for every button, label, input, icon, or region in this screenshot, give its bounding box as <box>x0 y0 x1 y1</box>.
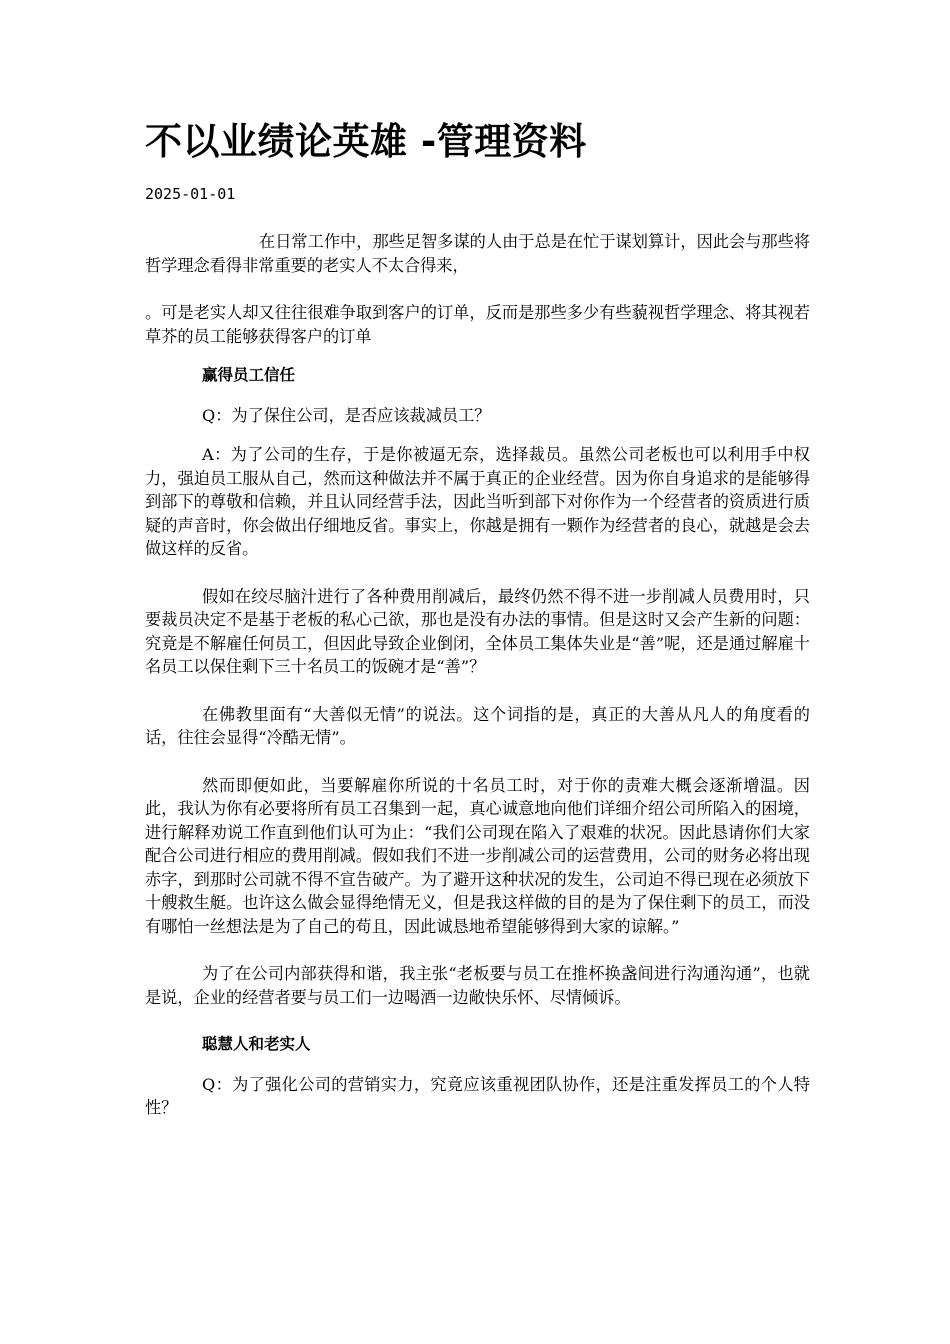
question-sales: Q：为了强化公司的营销实力，究竟应该重视团队协作，还是注重发挥员工的个人特性？ <box>145 1074 810 1117</box>
paragraph-cost-cutting: 假如在绞尽脑汁进行了各种费用削减后，最终仍然不得不进一步削减人员费用时，只要裁员决定不是基于老板的私心己欲，那也是没有办法的事情。但是这时又会产生新的问题：究竟是不解雇任何员工，但因此导致企业倒闭，全体员工集体失业是“善”呢，还是通过解雇十名员工以保住剩下三十名员工的饭碗才是“善”？ <box>145 586 810 676</box>
document-date: 2025-01-01 <box>145 185 236 203</box>
paragraph-buddhism: 在佛教里面有“大善似无情”的说法。这个词指的是，真正的大善从凡人的角度看的话，往往会显得“冷酷无情”。 <box>145 704 810 747</box>
paragraph-intro: 在日常工作中，那些足智多谋的人由于总是在忙于谋划算计，因此会与那些将哲学理念看得非常重要的老实人不太合得来， <box>145 232 810 275</box>
paragraph-explanation: 然而即便如此，当要解雇你所说的十名员工时，对于你的责难大概会逐渐增温。因此，我认为你有必要将所有员工召集到一起，真心诚意地向他们详细介绍公司所陷入的困境，进行解释劝说工作直到他们认可为止：“我们公司现在陷入了艰难的状况。因此恳请你们大家配合公司进行相应的费用削减。假如我们不进一步削减公司的运营费用，公司的财务必将出现赤字，到那时公司就不得不宣告破产。为了避开这种状况的发生，公司迫不得已现在必须放下十艘救生艇。也许这么做会显得绝情无义，但是我这样做的目的是为了保住剩下的员工，而没有哪怕一丝想法是为了自己的苟且，因此诚恳地希望能够得到大家的谅解。” <box>145 775 810 936</box>
section-heading-trust: 赢得员工信任 <box>202 366 296 384</box>
paragraph-intro-continued: 。可是老实人却又往往很难争取到客户的订单，反而是那些多少有些藐视哲学理念、将其视若草芥的员工能够获得客户的订单 <box>145 303 810 346</box>
answer-layoffs: A：为了公司的生存，于是你被逼无奈，选择裁员。虽然公司老板也可以利用手中权力，强迫员工服从自己，然而这种做法并不属于真正的企业经营。因为你自身追求的是能够得到部下的尊敬和信赖，并且认同经营手法，因此当听到部下对你作为一个经营者的资质进行质疑的声音时，你会做出仔细地反省。事实上，你越是拥有一颗作为经营者的良心，就越是会去做这样的反省。 <box>145 445 810 558</box>
question-layoffs: Q：为了保住公司，是否应该裁减员工？ <box>202 405 491 425</box>
section-heading-clever-honest: 聪慧人和老实人 <box>202 1035 311 1053</box>
paragraph-harmony: 为了在公司内部获得和谐，我主张“老板要与员工在推杯换盏间进行沟通沟通”，也就是说，企业的经营者要与员工们一边喝酒一边敞快乐怀、尽情倾诉。 <box>145 964 810 1007</box>
document-page <box>145 112 810 1120</box>
document-title: 不以业绩论英雄 -管理资料 <box>145 120 587 163</box>
